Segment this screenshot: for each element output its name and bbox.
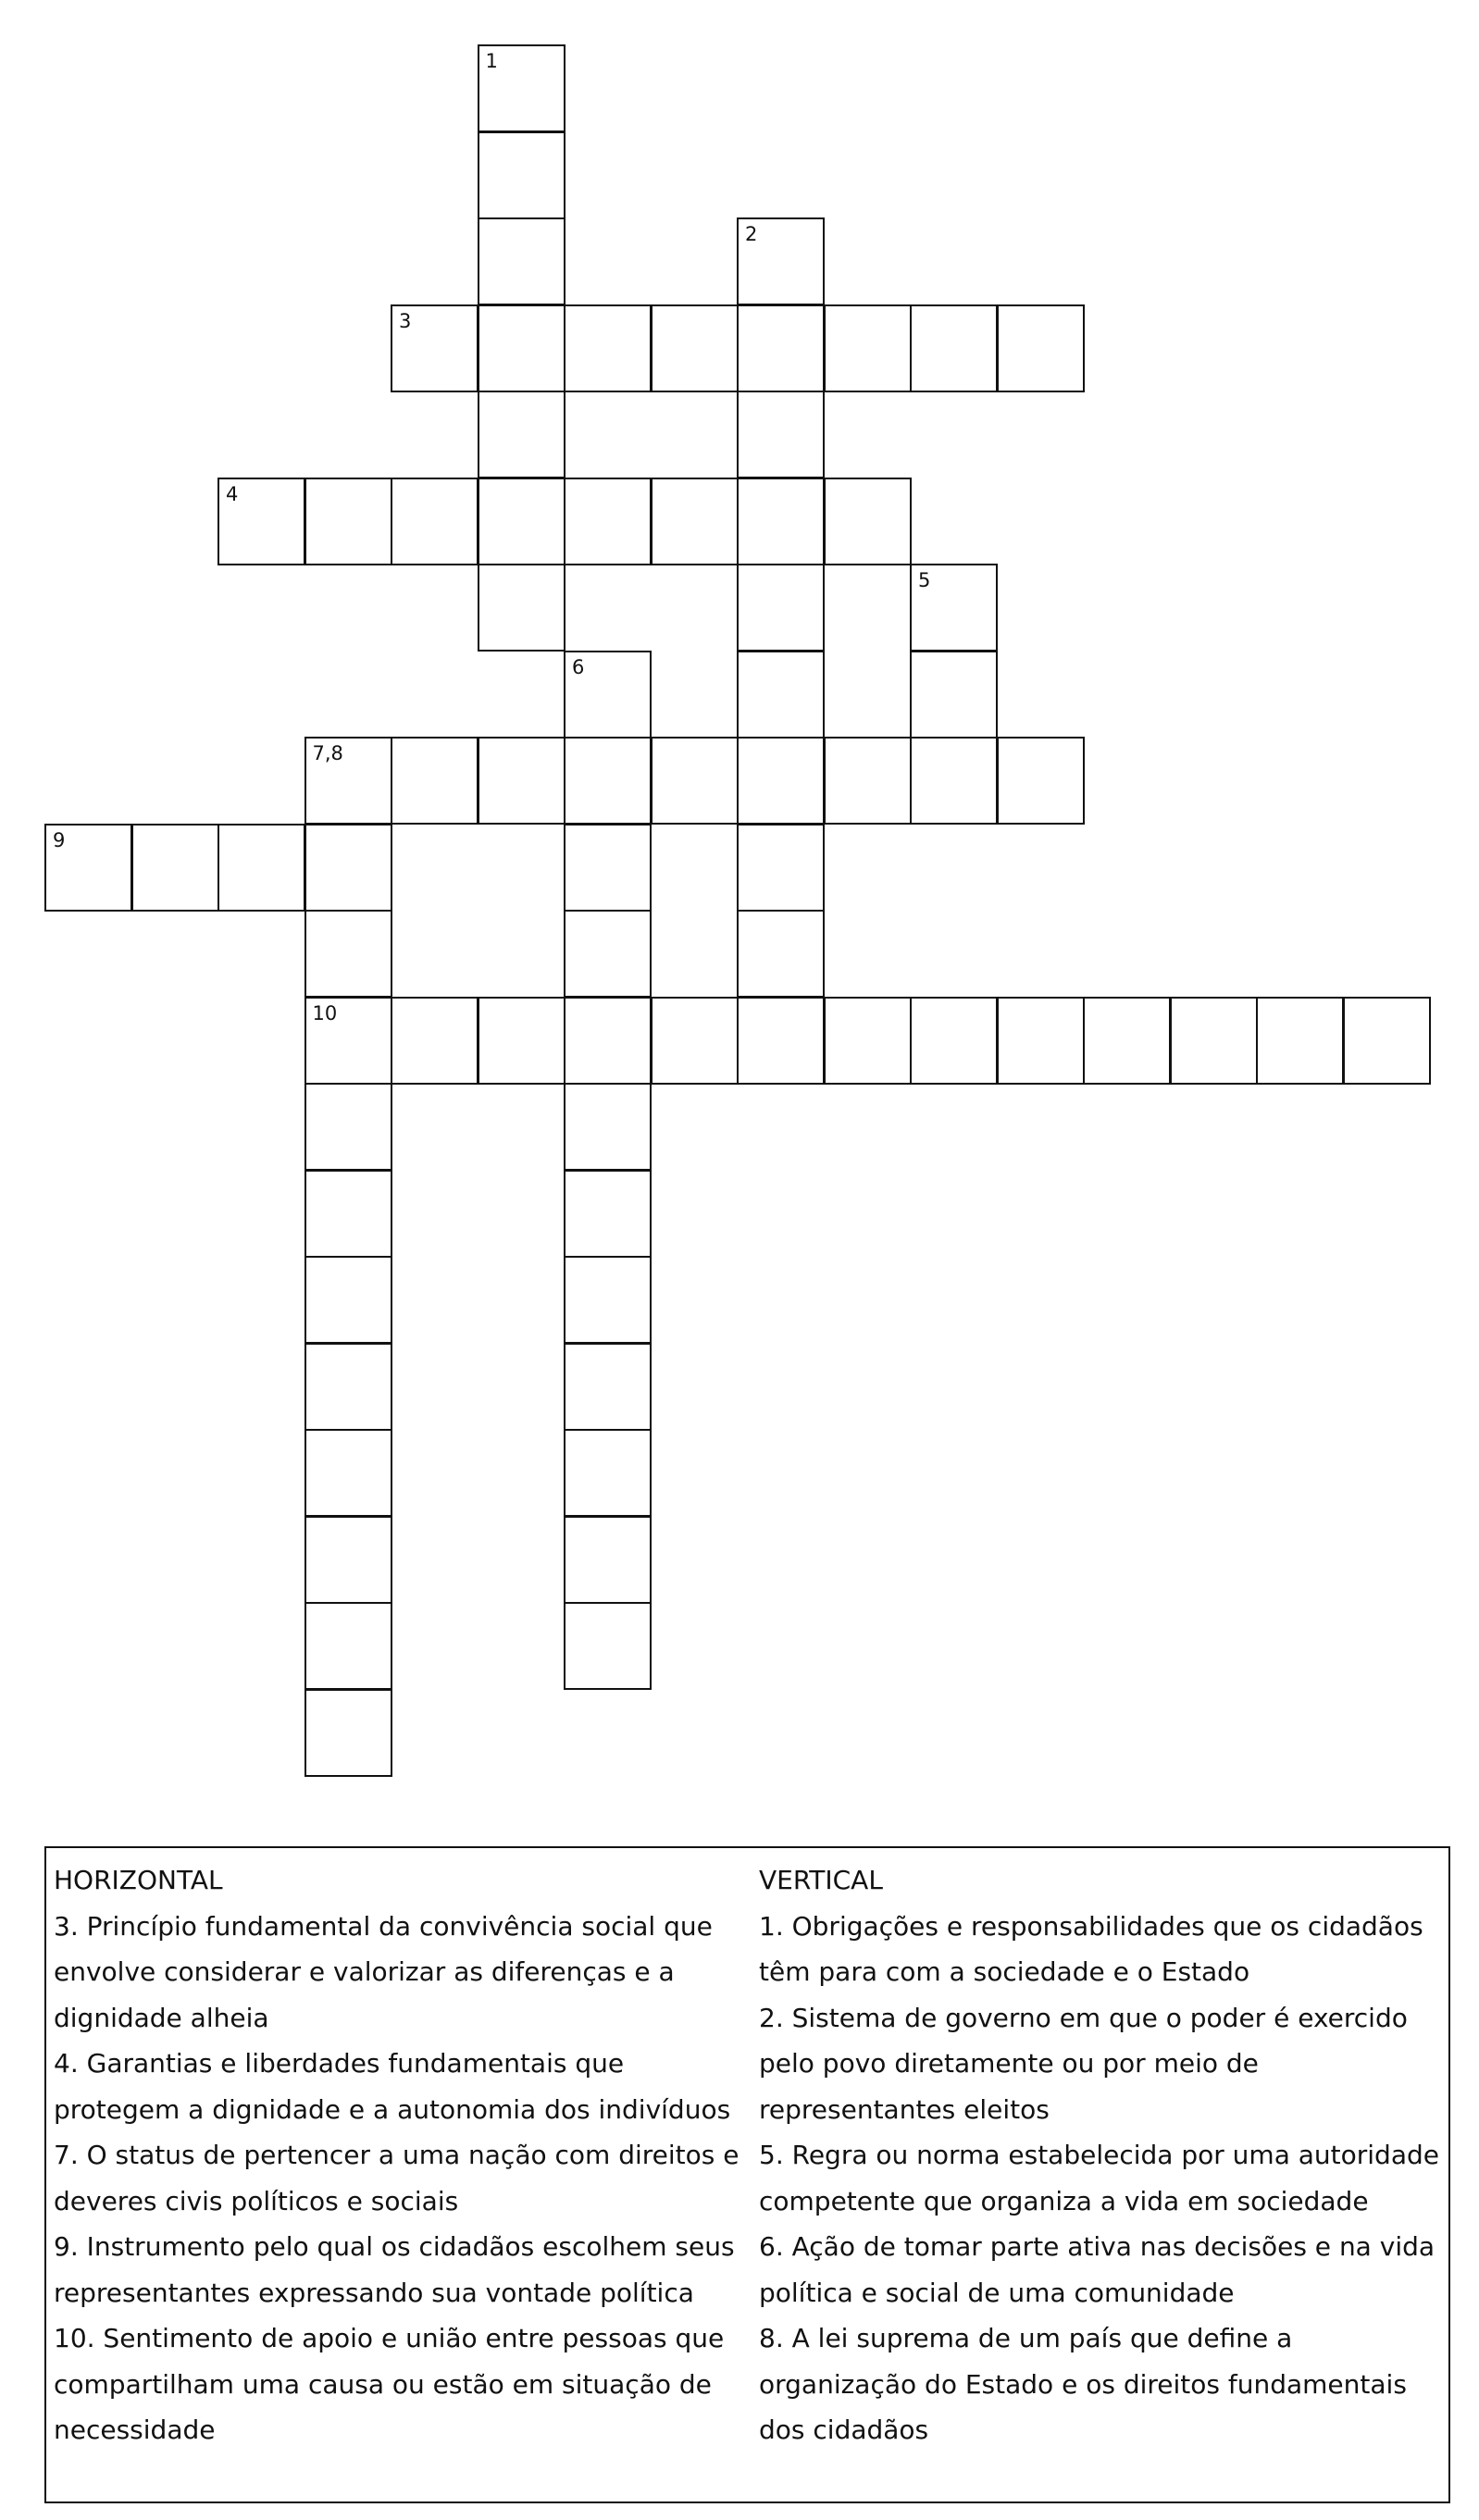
crossword-cell[interactable] bbox=[304, 997, 392, 1085]
crossword-cell[interactable] bbox=[304, 1256, 392, 1344]
crossword-cell[interactable] bbox=[737, 910, 825, 998]
clue-vertical-1: 1. Obrigações e responsabilidades que os cidadãos têm para com a sociedade e o Estado bbox=[759, 1910, 1423, 1987]
crossword-cell[interactable] bbox=[304, 1429, 392, 1517]
crossword-cell[interactable] bbox=[910, 304, 998, 392]
vertical-heading: VERTICAL bbox=[759, 1865, 883, 1895]
crossword-cell[interactable] bbox=[651, 737, 739, 825]
crossword-cell[interactable] bbox=[1343, 997, 1431, 1085]
clues-box bbox=[44, 1846, 1450, 2503]
clue-number: 7,8 bbox=[312, 742, 343, 764]
crossword-cell[interactable] bbox=[391, 304, 478, 392]
crossword-cell[interactable] bbox=[564, 1343, 652, 1431]
crossword-cell[interactable] bbox=[564, 997, 652, 1085]
clue-vertical-2: 2. Sistema de governo em que o poder é exercido pelo povo diretamente ou por meio de representantes eleitos bbox=[759, 2002, 1408, 2125]
clue-number: 3 bbox=[399, 309, 412, 332]
crossword-cell[interactable] bbox=[910, 997, 998, 1085]
clue-horizontal-4: 4. Garantias e liberdades fundamentais que protegem a dignidade e a autonomia dos indivíduos bbox=[54, 2048, 731, 2125]
crossword-cell[interactable] bbox=[910, 737, 998, 825]
crossword-cell[interactable] bbox=[737, 737, 825, 825]
crossword-cell[interactable] bbox=[304, 824, 392, 912]
crossword-cell[interactable] bbox=[564, 1516, 652, 1604]
crossword-cell[interactable] bbox=[304, 1602, 392, 1690]
clue-number: 1 bbox=[485, 50, 498, 72]
crossword-cell[interactable] bbox=[997, 737, 1085, 825]
crossword-cell[interactable] bbox=[564, 304, 652, 392]
crossword-cell[interactable] bbox=[304, 1083, 392, 1171]
crossword-cell[interactable] bbox=[44, 824, 132, 912]
horizontal-clues bbox=[54, 1857, 743, 2453]
crossword-cell[interactable] bbox=[478, 737, 566, 825]
crossword-cell[interactable] bbox=[997, 997, 1085, 1085]
crossword-cell[interactable] bbox=[737, 304, 825, 392]
crossword-cell[interactable] bbox=[824, 737, 912, 825]
clue-number: 9 bbox=[53, 828, 66, 851]
crossword-cell[interactable] bbox=[564, 651, 652, 739]
crossword-cell[interactable] bbox=[1256, 997, 1344, 1085]
crossword-cell[interactable] bbox=[478, 997, 566, 1085]
crossword-cell[interactable] bbox=[304, 1170, 392, 1258]
crossword-cell[interactable] bbox=[910, 651, 998, 739]
crossword-cell[interactable] bbox=[131, 824, 219, 912]
crossword-cell[interactable] bbox=[304, 1689, 392, 1777]
crossword-cell[interactable] bbox=[218, 824, 305, 912]
crossword-cell[interactable] bbox=[478, 131, 566, 219]
crossword-cell[interactable] bbox=[478, 478, 566, 565]
horizontal-heading: HORIZONTAL bbox=[54, 1865, 223, 1895]
crossword-cell[interactable] bbox=[478, 304, 566, 392]
crossword-cell[interactable] bbox=[737, 391, 825, 478]
crossword-cell[interactable] bbox=[824, 478, 912, 565]
crossword-cell[interactable] bbox=[391, 997, 478, 1085]
clue-vertical-6: 6. Ação de tomar parte ativa nas decisões e na vida política e social de uma comunidade bbox=[759, 2231, 1436, 2308]
clue-number: 10 bbox=[312, 1001, 338, 1024]
crossword-cell[interactable] bbox=[564, 824, 652, 912]
crossword-cell[interactable] bbox=[478, 217, 566, 305]
clue-number: 4 bbox=[226, 482, 239, 505]
crossword-cell[interactable] bbox=[564, 1602, 652, 1690]
crossword-cell[interactable] bbox=[564, 1083, 652, 1171]
crossword-cell[interactable] bbox=[651, 304, 739, 392]
vertical-clues bbox=[759, 1857, 1446, 2453]
clue-horizontal-3: 3. Princípio fundamental da convivência social que envolve considerar e valorizar as diferenças e a dignidade alheia bbox=[54, 1910, 713, 2033]
clue-horizontal-7: 7. O status de pertencer a uma nação com direitos e deveres civis políticos e sociais bbox=[54, 2140, 740, 2216]
crossword-cell[interactable] bbox=[218, 478, 305, 565]
crossword-cell[interactable] bbox=[478, 44, 566, 132]
crossword-cell[interactable] bbox=[737, 478, 825, 565]
crossword-cell[interactable] bbox=[478, 564, 566, 652]
clue-horizontal-9: 9. Instrumento pelo qual os cidadãos escolhem seus representantes expressando sua vontade política bbox=[54, 2231, 735, 2308]
crossword-cell[interactable] bbox=[737, 564, 825, 652]
clue-horizontal-10: 10. Sentimento de apoio e união entre pessoas que compartilham uma causa ou estão em situação de necessidade bbox=[54, 2323, 725, 2445]
crossword-cell[interactable] bbox=[1170, 997, 1258, 1085]
crossword-cell[interactable] bbox=[651, 997, 739, 1085]
crossword-cell[interactable] bbox=[737, 217, 825, 305]
crossword-cell[interactable] bbox=[304, 478, 392, 565]
crossword-cell[interactable] bbox=[564, 1256, 652, 1344]
crossword-cell[interactable] bbox=[391, 478, 478, 565]
clue-vertical-8: 8. A lei suprema de um país que define a organização do Estado e os direitos fundamentais dos cidadãos bbox=[759, 2323, 1407, 2445]
crossword-cell[interactable] bbox=[737, 997, 825, 1085]
crossword-cell[interactable] bbox=[737, 824, 825, 912]
crossword-cell[interactable] bbox=[737, 651, 825, 739]
crossword-cell[interactable] bbox=[824, 304, 912, 392]
clue-number: 2 bbox=[745, 223, 758, 245]
crossword-cell[interactable] bbox=[651, 478, 739, 565]
crossword-cell[interactable] bbox=[564, 478, 652, 565]
crossword-cell[interactable] bbox=[824, 997, 912, 1085]
clue-vertical-5: 5. Regra ou norma estabelecida por uma autoridade competente que organiza a vida em sociedade bbox=[759, 2140, 1439, 2216]
crossword-cell[interactable] bbox=[304, 1516, 392, 1604]
crossword-cell[interactable] bbox=[304, 910, 392, 998]
clue-number: 5 bbox=[918, 569, 931, 591]
crossword-cell[interactable] bbox=[304, 1343, 392, 1431]
crossword-cell[interactable] bbox=[564, 737, 652, 825]
crossword-cell[interactable] bbox=[1083, 997, 1171, 1085]
crossword-cell[interactable] bbox=[478, 391, 566, 478]
crossword-cell[interactable] bbox=[564, 1170, 652, 1258]
crossword-cell[interactable] bbox=[910, 564, 998, 652]
crossword-cell[interactable] bbox=[304, 737, 392, 825]
crossword-cell[interactable] bbox=[391, 737, 478, 825]
clue-number: 6 bbox=[572, 655, 585, 678]
crossword-cell[interactable] bbox=[564, 910, 652, 998]
crossword-cell[interactable] bbox=[997, 304, 1085, 392]
crossword-cell[interactable] bbox=[564, 1429, 652, 1517]
